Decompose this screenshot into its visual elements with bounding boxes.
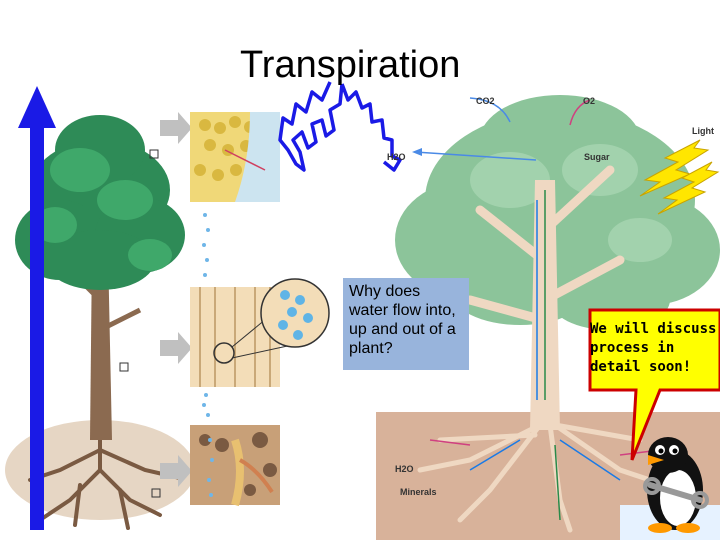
h2o-root-label: H2O [395, 464, 414, 474]
callout-text: We will discuss process in detail soon! [590, 321, 717, 375]
sugar-label: Sugar [584, 152, 610, 162]
root-cross-section [190, 425, 280, 505]
stem-cross-section [190, 279, 329, 387]
light-label: Light [692, 126, 714, 136]
leaf-cross-section [190, 112, 280, 202]
o2-label: O2 [583, 96, 596, 106]
h2o-leaf-label: H2O [387, 152, 406, 162]
zoom-pointer-arrows [160, 112, 192, 487]
vapor-squiggle [280, 82, 400, 170]
question-box: Why does water flow into, up and out of a plant? [343, 278, 469, 370]
co2-label: CO2 [476, 96, 495, 106]
minerals-label: Minerals [400, 487, 437, 497]
slide-title: Transpiration [240, 44, 461, 86]
